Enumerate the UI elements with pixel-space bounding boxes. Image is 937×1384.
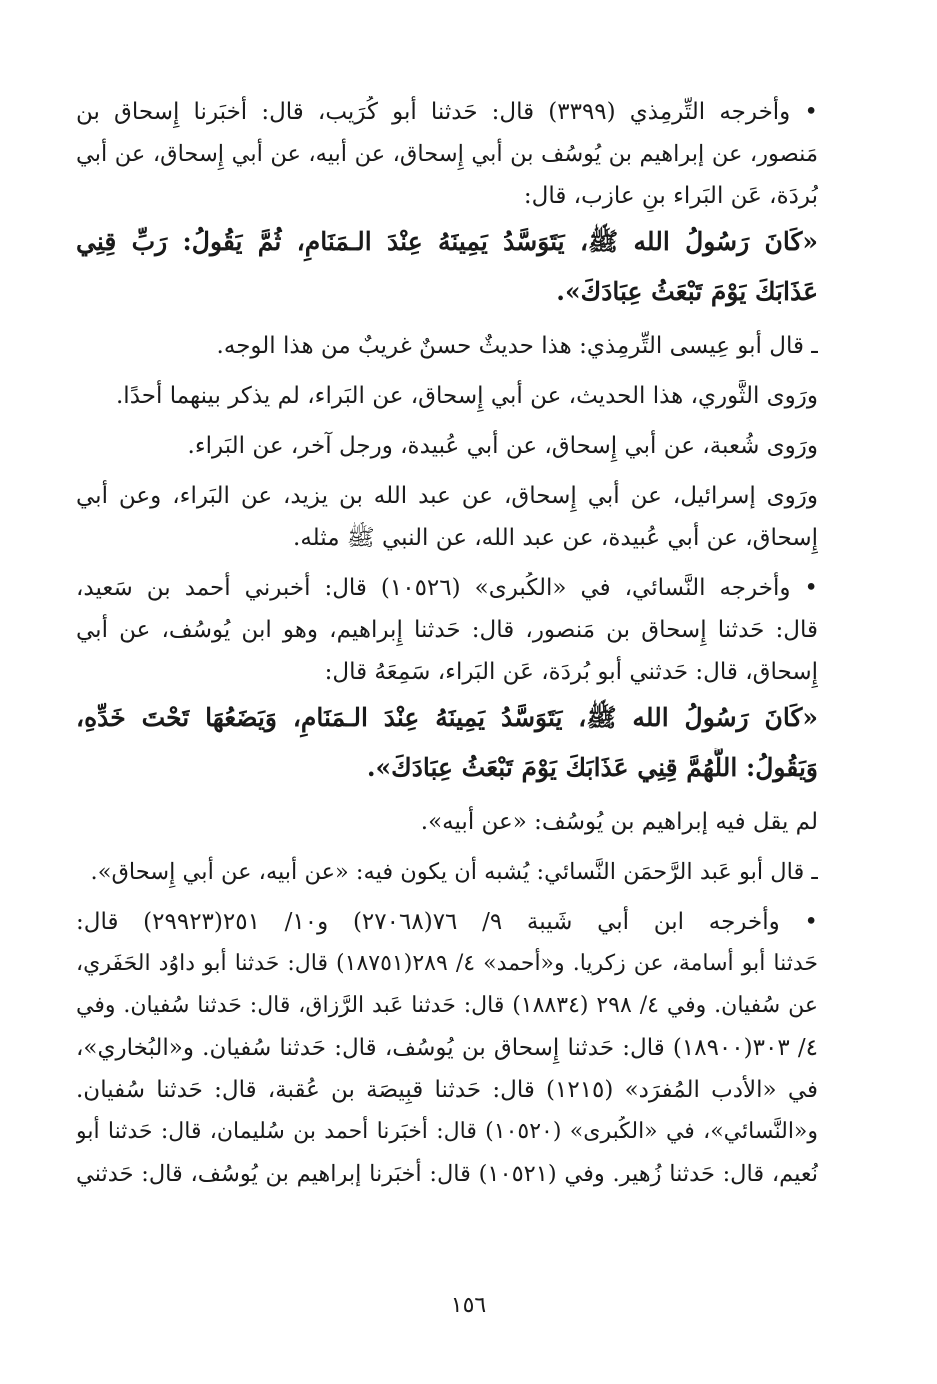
text-line: في «الأدب المُفرَد» (١٢١٥) قال: حَدثنا قبِيصَة بن عُقبة، قال: حَدثنا سُفيان. bbox=[76, 1077, 818, 1103]
hadith-line: «كَانَ رَسُولُ الله ﷺ، يَتَوَسَّدُ يَمِينَهُ عِنْدَ الـمَنَامِ، وَيَضَعُهَا تَحْتَ خَدِّهِ، bbox=[76, 703, 818, 732]
hadith-line: «كَانَ رَسُولُ الله ﷺ، يَتَوَسَّدُ يَمِينَهُ عِنْدَ الـمَنَامِ، ثُمَّ يَقُولُ: رَبِّ قِنِي bbox=[76, 227, 818, 256]
text-line: نُعيم، قال: حَدثنا زُهير. وفي (١٠٥٢١) قال: أَخبَرنا إبراهيم بن يُوسُف، قال: حَدثني bbox=[76, 1161, 818, 1187]
text-line: حَدثنا أَبو أُسامة، عن زكريا. و«أحمد» ٤/ ٢٨٩(١٨٧٥١) قال: حَدثنا أَبو داوُد الحَفَري، bbox=[76, 951, 818, 976]
text-line: ـ قال أَبو عِيسى التِّرمِذي: هذا حديثٌ حسنٌ غريبٌ من هذا الوجه. bbox=[216, 333, 818, 359]
text-line: و«النَّسائي»، في «الكُبرى» (١٠٥٢٠) قال: أَخبَرنا أحمد بن سُليمان، قال: حَدثنا أبو bbox=[76, 1119, 818, 1144]
text-line: مَنصور، عن إبراهيم بن يُوسُف بن أَبي إِسحاق، عن أَبيه، عن أَبي إِسحاق، عن أَبي bbox=[76, 141, 818, 167]
text-line: ـ قال أَبو عَبد الرَّحمَن النَّسائي: يُشبه أن يكون فيه: «عن أَبيه، عن أَبي إِسحاق». bbox=[90, 859, 818, 885]
text-line: بُردَة، عَن البَراء بنِ عازب، قال: bbox=[523, 183, 818, 209]
text-line: ٤/ ٣٠٣(١٨٩٠٠) قال: حَدثنا إِسحاق بن يُوسُف، قال: حَدثنا سُفيان. و«البُخاري»، bbox=[76, 1035, 818, 1061]
page-body bbox=[76, 96, 818, 1190]
text-line: • وأخرجه ابن أَبي شَيبة ٩/ ٧٦(٢٧٠٦٨) و١٠/ ٢٥١(٢٩٩٢٣) قال: bbox=[76, 909, 818, 935]
page-number: ١٥٦ bbox=[450, 1293, 487, 1318]
hadith-line: وَيَقُولُ: اللَّهُمَّ قِنِي عَذَابَكَ يَوْمَ تَبْعَثُ عِبَادَكَ». bbox=[366, 753, 818, 782]
hadith-line: عَذَابَكَ يَوْمَ تَبْعَثُ عِبَادَكَ». bbox=[556, 277, 818, 306]
text-line: ورَوى إسرائيل، عن أَبي إِسحاق، عن عبد الله بن يزيد، عن البَراء، وعن أَبي bbox=[76, 483, 818, 509]
text-line: إِسحاق، عن أَبي عُبيدة، عن عبد الله، عن النبي ﷺ مثله. bbox=[293, 525, 818, 551]
text-line: إِسحاق، قال: حَدثني أَبو بُردَة، عَن البَراء، سَمِعَهُ قال: bbox=[324, 659, 818, 685]
text-line: ورَوى شُعبة، عن أَبي إِسحاق، عن أَبي عُبيدة، ورجل آخر، عن البَراء. bbox=[187, 433, 818, 459]
text-line: • وأخرجه النَّسائي، في «الكُبرى» (١٠٥٢٦) قال: أخبرني أحمد بن سَعيد، bbox=[76, 575, 818, 601]
text-line: عن سُفيان. وفي ٤/ ٢٩٨ (١٨٨٣٤) قال: حَدثنا عَبد الرَّزاق، قال: حَدثنا سُفيان. وفي bbox=[76, 993, 818, 1018]
text-line: قال: حَدثنا إِسحاق بن مَنصور، قال: حَدثنا إِبراهيم، وهو ابن يُوسُف، عن أَبي bbox=[76, 617, 818, 643]
text-line: ورَوى الثَّوري، هذا الحديث، عن أَبي إِسحاق، عن البَراء، لم يذكر بينهما أحدًا. bbox=[116, 383, 818, 409]
text-line: لم يقل فيه إبراهيم بن يُوسُف: «عن أَبيه». bbox=[420, 809, 818, 835]
text-line: • وأخرجه التِّرمِذي (٣٣٩٩) قال: حَدثنا أبو كُرَيب، قال: أَخبَرنا إِسحاق بن bbox=[76, 99, 818, 125]
